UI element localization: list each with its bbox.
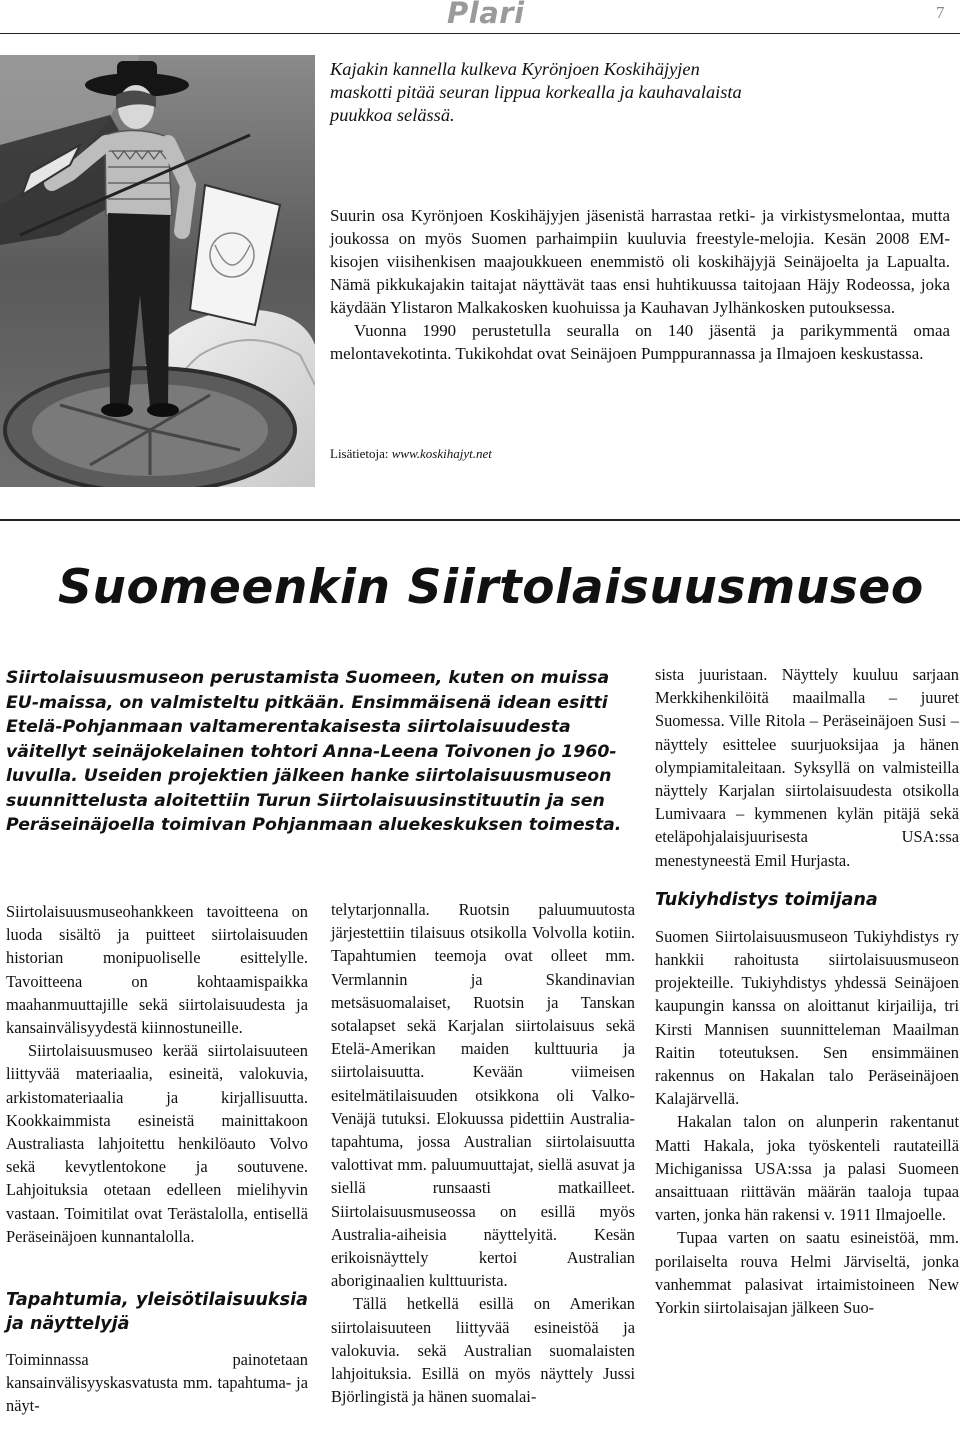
body-paragraph: Tällä hetkellä esillä on Amerikan siirtolaisuuteen liittyvää esineistöä ja valokuvia. sekä Australian suomalaisten lahjoituksia. Esillä on myös näyttely Jussi Björlingistä ja hänen suomalai- <box>331 1294 635 1407</box>
mascot-photo <box>0 55 315 487</box>
article-column-1 <box>6 900 308 1418</box>
body-paragraph: Siirtolaisuusmuseo kerää siirtolaisuuteen liittyvää materiaalia, esineitä, valokuvia, arkistomateriaalia ja kirjallisuutta. Kookkaimmista esineistä mainittakoon Australiasta lahjoitettu henkilöauto Volvo sekä kevytlentokone ja soutuvene. Lahjoituksia otetaan edelleen mielihyvin vastaan. Toimitilat ovat Terästalolla, entisellä Peräseinäjoen kunnantalolla. <box>6 1041 308 1246</box>
subheading-support-association: Tukiyhdistys toimijana <box>655 889 878 910</box>
body-paragraph: Suomen Siirtolaisuusmuseon Tukiyhdistys ry hankkii rahoitusta siirtolaisuusmuseon projekteille. Tukiyhdistys yhdessä Seinäjoen kaupungin kanssa on aloittanut kirjailija, tri Kirsti Mannisen suunnitteleman Maailman Raitin toteutuksen. Sen ensimmäinen rakennus on Hakalan talo Peräseinäjoen Kalajärvellä. <box>655 926 959 1109</box>
page-number: 7 <box>936 3 945 22</box>
club-intro-paragraph: Vuonna 1990 perustetulla seuralla on 140 jäsentä ja parikymmentä omaa melontavekotinta. Tukikohdat ovat Seinäjoen Pumppurannassa ja Ilmajoen keskustassa. <box>330 321 950 363</box>
section-name: Plari <box>447 0 525 30</box>
article-column-3 <box>655 663 959 1319</box>
body-paragraph: telytarjonnalla. Ruotsin paluumuutosta järjestettiin tilaisuus otsikolla Volvolla kotiin. Tapahtumien teemoja ovat olleet mm. Vermlannin ja Skandinavian metsäsuomalaiset, Ruotsin ja Tanskan sotalapset sekä Karjalan siirtolaisuus sekä Etelä-Amerikan maiden kulttuuria ja siirtolaisuutta. Kevään viimeisen esitelmätilaisuuden otsikkona oli Valko-Venäjä tutuksi. Elokuussa pidettiin Australia-tapahtuma, jossa Australian siirtolaisuutta valottivat mm. paluumuuttajat, siellä asuvat ja siellä runsaasti matkailleet. Siirtolaisuusmuseossa on esillä myös Australia-aiheisia näyttelyitä. Kesän erikoisnäyttely kertoi Australian aboriginaalien kulttuurista. <box>331 900 635 1291</box>
body-paragraph: Hakalan talon on alunperin rakentanut Matti Hakala, joka työskenteli rautateillä Michiganissa USA:ssa ja palasi Suomeen ansaittuaan riittävän määrän taaloja tupaa varten, jonka hän rakensi v. 1911 Ilmajoelle. <box>655 1112 959 1225</box>
masthead-rule <box>0 33 960 34</box>
photo-caption: Kajakin kannella kulkeva Kyrönjoen Koskihäjyjen maskotti pitää seuran lippua korkealla ja kauhavalaista puukkoa selässä. <box>330 59 742 125</box>
more-info-label: Lisätietoja: <box>330 446 392 461</box>
club-intro <box>330 204 950 365</box>
body-paragraph: sista juuristaan. Näyttely kuuluu sarjaan Merkkihenkilöitä maailmalla – juuret Suomessa. Ville Ritola – Peräseinäjoen Susi –näyttely esittelee suurjuoksijaa ja hänen olympiamitaleitaan. Syksyllä on valmisteilla näyttely Karjalan siirtolaisuudesta otsikolla Lumivaara – kymmenen kylän pitäjä sekä eteläpohjalaisjuurisesta USA:ssa menestyneestä Emil Hurjasta. <box>655 665 959 870</box>
more-info <box>330 446 492 462</box>
body-paragraph: Tupaa varten on saatu esineistöä, mm. porilaiselta rouva Helmi Järviseltä, jonka vanhemmat palasivat irtaimistoineen New Yorkin siirtolaisajan jälkeen Suo- <box>655 1228 959 1318</box>
section-divider <box>0 519 960 521</box>
article-headline: Suomeenkin Siirtolaisuusmuseo <box>58 560 924 615</box>
club-intro-paragraph: Suurin osa Kyrönjoen Koskihäjyjen jäsenistä harrastaa retki- ja virkistysmelontaa, mutta joukossa on myös Suomen parhaimpiin kuuluvia freestyle-melojia. Kesän 2008 EM-kisojen viisihenkisen maajoukkueen enemmistö oli koskihäjyjä Seinäjoelta ja Lapualta. Nämä pikkukajakin taitajat näyttävät taas ensi huhtikuussa taitojaan Häjy Rodeossa, joka käydään Ylistaron Malkakosken kuohuissa ja Kauhavan Jylhänkosken putouksessa. <box>330 206 950 317</box>
article-lead: Siirtolaisuusmuseon perustamista Suomeen, kuten on muissa EU-maissa, on valmisteltu pitkään. Ensimmäisenä idean esitti Etelä-Pohjanmaan valtamerentakaisesta siirtolaisuudesta väitellyt seinäjokelainen tohtori Anna-Leena Toivonen jo 1960-luvulla. Useiden projektien jälkeen hanke siirtolaisuusmuseon suunnittelusta aloitettiin Turun Siirtolaisuusinstituutin ja sen Peräseinäjoella toimivan Pohjanmaan aluekeskuksen toimesta. <box>6 668 622 835</box>
article-column-2 <box>331 898 635 1408</box>
body-paragraph: Siirtolaisuusmuseohankkeen tavoitteena on luoda sisältö ja puitteet siirtolaisuuden historian monipuoliselle esittelylle. Tavoitteena on kohtaamispaikka maahanmuuttajille sekä siirtolaisuudesta ja kansainvälisyydestä kiinnostuneille. <box>6 902 308 1038</box>
subheading-events: Tapahtumia, yleisötilaisuuksia ja näyttelyjä <box>6 1290 308 1335</box>
body-paragraph: Toiminnassa painotetaan kansainvälisyyskasvatusta mm. tapahtuma- ja näyt- <box>6 1350 308 1416</box>
more-info-link[interactable]: www.koskihajyt.net <box>391 446 492 461</box>
